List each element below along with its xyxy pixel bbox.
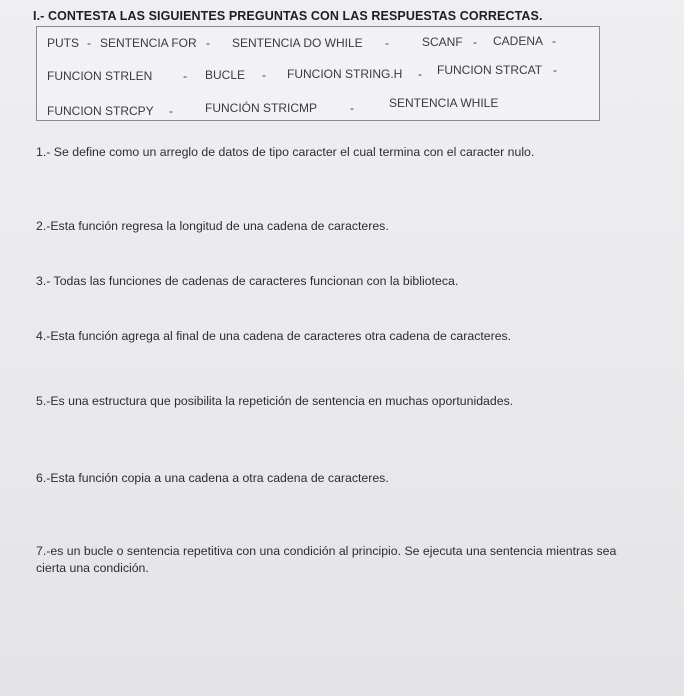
question-6: 6.-Esta función copia a una cadena a otra cadena de caracteres.: [36, 471, 389, 485]
option-separator: -: [473, 35, 477, 49]
option-bucle: BUCLE: [205, 68, 246, 82]
question-7: 7.-es un bucle o sentencia repetitiva con una condición al principio. Se ejecuta una sentencia mientras sea cierta una condición.: [36, 544, 617, 575]
answer-options-box: [36, 26, 600, 121]
option-separator: -: [385, 36, 389, 50]
option-separator: -: [350, 101, 354, 115]
question-3: 3.- Todas las funciones de cadenas de caracteres funcionan con la biblioteca.: [36, 274, 459, 288]
question-5: 5.-Es una estructura que posibilita la repetición de sentencia en muchas oportunidades.: [36, 394, 514, 408]
option-funcion-strlen: FUNCION STRLEN: [47, 69, 153, 83]
question-1: 1.- Se define como un arreglo de datos de tipo caracter el cual termina con el caracter nulo.: [36, 145, 535, 159]
option-sentencia-while: SENTENCIA WHILE: [389, 96, 499, 110]
option-separator: -: [169, 104, 173, 118]
option-separator: -: [87, 36, 91, 50]
option-funcion-stricmp: FUNCIÓN STRICMP: [205, 101, 317, 115]
option-funcion-strcat: FUNCION STRCAT: [437, 63, 543, 77]
option-scanf: SCANF: [422, 35, 463, 49]
option-puts: PUTS: [47, 36, 80, 50]
option-sentencia-do-while: SENTENCIA DO WHILE: [232, 36, 363, 50]
option-separator: -: [262, 68, 266, 82]
question-4: 4.-Esta función agrega al final de una cadena de caracteres otra cadena de caracteres.: [36, 329, 512, 343]
option-separator: -: [183, 69, 187, 83]
option-cadena: CADENA: [493, 34, 544, 48]
option-sentencia-for: SENTENCIA FOR: [100, 36, 197, 50]
option-funcion-string-h: FUNCION STRING.H: [287, 67, 403, 81]
option-separator: -: [553, 63, 557, 77]
option-separator: -: [206, 36, 210, 50]
question-2: 2.-Esta función regresa la longitud de una cadena de caracteres.: [36, 219, 389, 233]
option-funcion-strcpy: FUNCION STRCPY: [47, 104, 154, 118]
option-separator: -: [552, 34, 556, 48]
page-title: I.- CONTESTA LAS SIGUIENTES PREGUNTAS CON LAS RESPUESTAS CORRECTAS.: [33, 9, 543, 23]
option-separator: -: [418, 67, 422, 81]
